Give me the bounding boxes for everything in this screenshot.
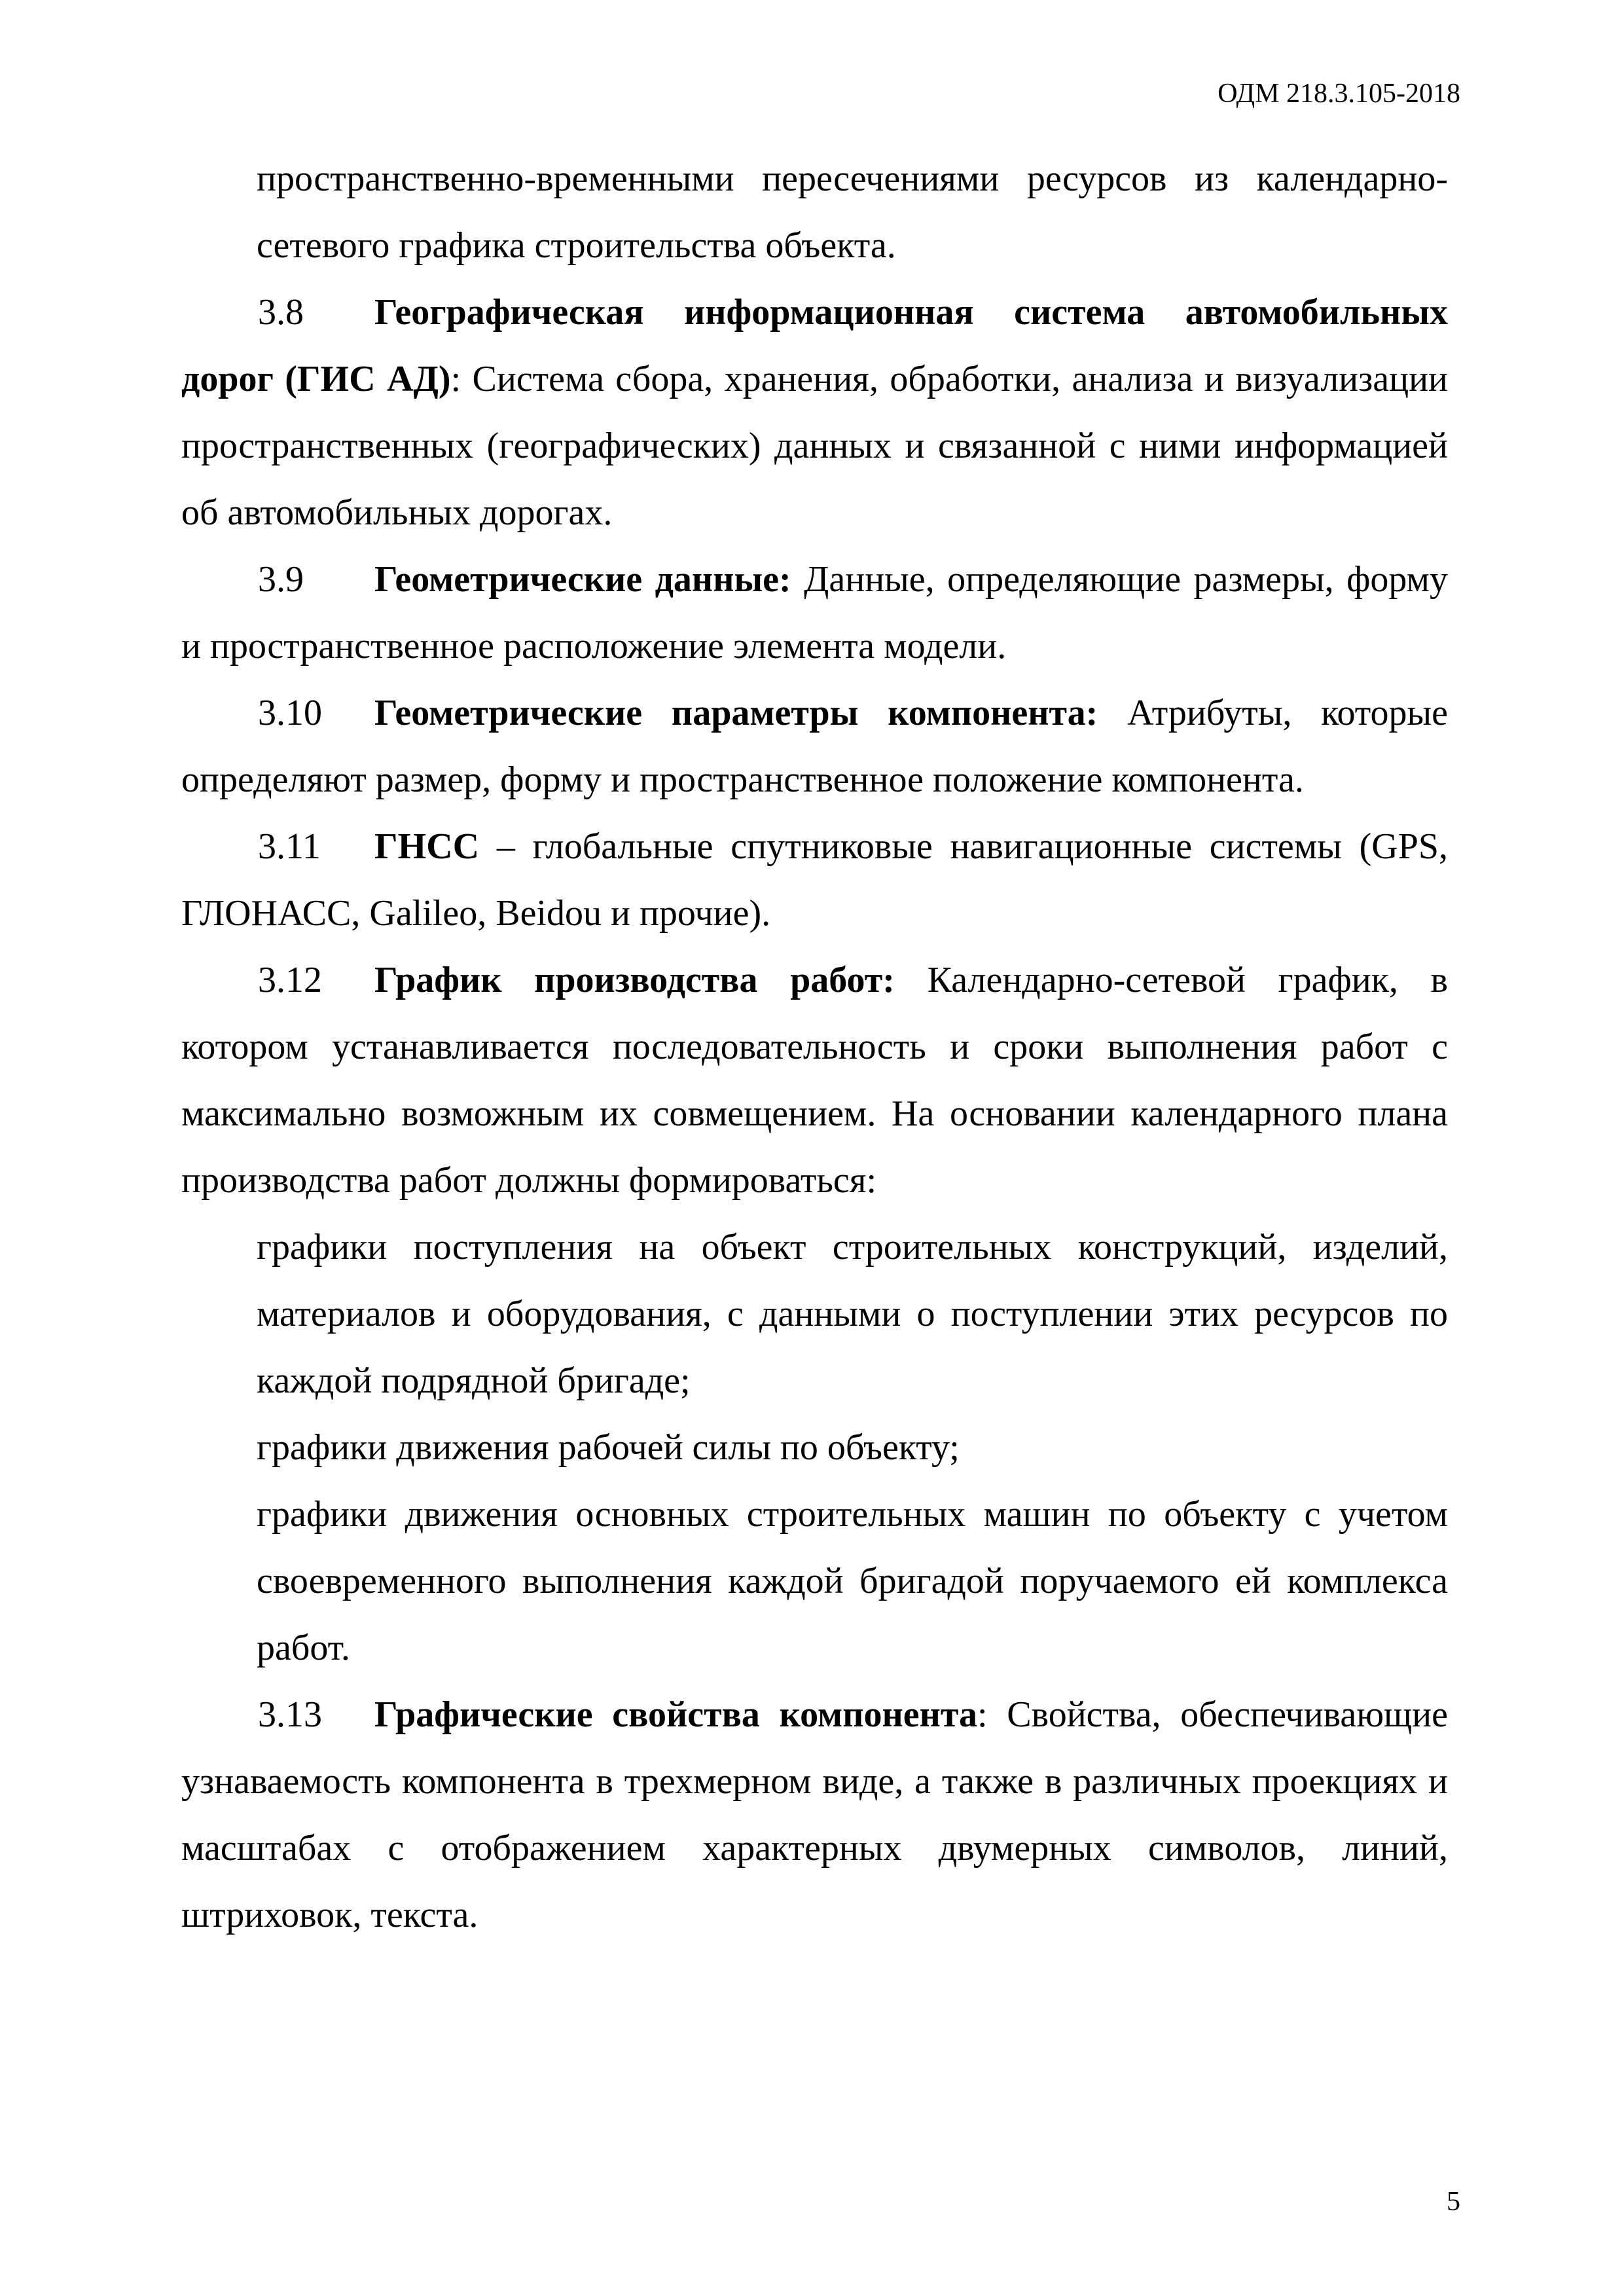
definition-term: Географическая информационная система автомобильных дорог (ГИС АД) [181, 292, 1448, 399]
schedule-list-item: графики поступления на объект строительных конструкций, изделий, материалов и оборудования, с данными о поступлении этих ресурсов по каждой подрядной бригаде; [257, 1227, 1448, 1401]
page-content [181, 145, 1448, 1948]
definition-term: ГНСС [374, 826, 480, 867]
definition-term: Геометрические параметры компонента: [374, 693, 1098, 733]
definition-3-12 [181, 947, 1448, 1214]
definition-number: 3.13 [258, 1694, 322, 1735]
schedule-list-item: графики движения рабочей силы по объекту; [257, 1427, 960, 1468]
schedule-list-item: графики движения основных строительных машин по объекту с учетом своевременного выполнения каждой бригадой поручаемого ей комплекса работ. [257, 1494, 1448, 1668]
definition-3-11 [181, 813, 1448, 947]
definition-text: Атрибуты, которые определяют размер, форму и пространственное положение компонента. [181, 693, 1449, 800]
definition-text: – глобальные спутниковые навигационные системы (GPS, ГЛОНАСС, Galileo, Beidou и прочие). [181, 826, 1448, 934]
definition-text: Данные, определяющие размеры, форму и пространственное расположение элемента модели. [181, 559, 1448, 666]
definition-3-13 [181, 1681, 1448, 1948]
definition-number: 3.9 [258, 559, 304, 600]
definition-term: Графические свойства компонента [374, 1694, 978, 1735]
continuation-paragraph: пространственно-временными пересечениями ресурсов из календарно-сетевого графика строительства объекта. [257, 158, 1448, 266]
definition-3-10 [181, 680, 1448, 813]
definition-term: График производства работ: [374, 960, 895, 1000]
definition-number: 3.10 [258, 693, 322, 733]
definition-separator: : [450, 359, 461, 399]
document-code: ОДМ 218.3.105-2018 [1218, 79, 1460, 109]
definition-text: Система сбора, хранения, обработки, анализа и визуализации пространственных (географических) данных и связанной с ними информацией об автомобильных дорогах. [181, 359, 1449, 533]
definition-term: Геометрические данные: [374, 559, 791, 600]
definition-3-8 [181, 279, 1448, 546]
definition-separator: : [977, 1694, 988, 1735]
definition-3-9 [181, 546, 1448, 680]
definition-number: 3.12 [258, 960, 322, 1000]
definition-text: Календарно-сетевой график, в котором устанавливается последовательность и сроки выполнения работ с максимально возможным их совмещением. На основании календарного плана производства работ должны формироваться: [181, 960, 1448, 1201]
definition-number: 3.11 [258, 826, 321, 867]
definition-number: 3.8 [258, 292, 304, 333]
page-number: 5 [1447, 2187, 1460, 2217]
definition-text: Свойства, обеспечивающие узнаваемость компонента в трехмерном виде, а также в различных проекциях и масштабах с отображением характерных двумерных символов, линий, штриховок, текста. [181, 1694, 1448, 1935]
